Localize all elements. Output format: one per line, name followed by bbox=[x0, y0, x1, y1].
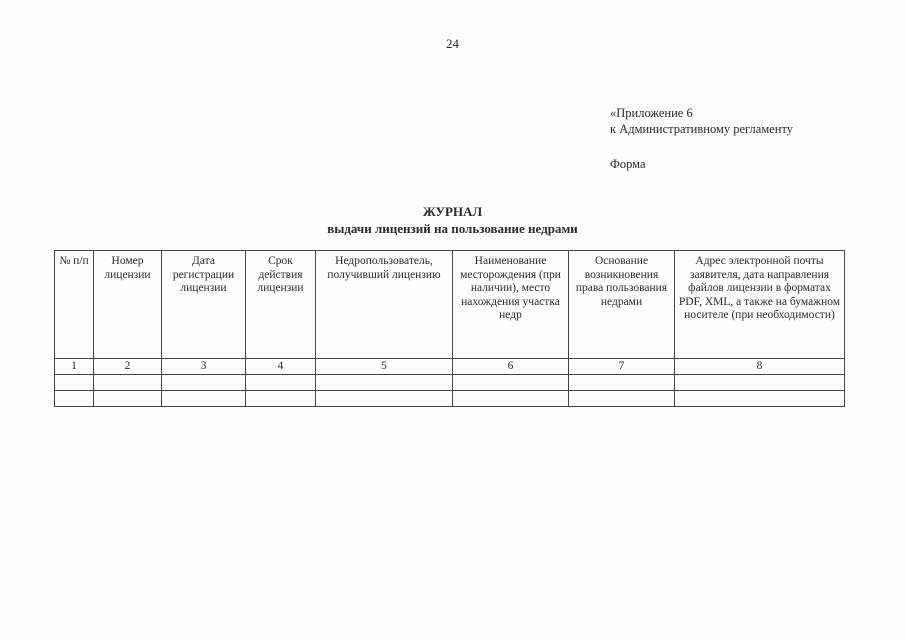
table-cell bbox=[162, 375, 246, 391]
header-cell-email-and-delivery: Адрес электронной почты заявителя, дата направления файлов лицензии в форматах PDF, XML, а также на бумажном носителе (при необходимости) bbox=[675, 251, 845, 359]
header-cell-registration-date: Дата регистрации лицензии bbox=[162, 251, 246, 359]
column-number-row bbox=[55, 359, 845, 375]
journal-table bbox=[54, 250, 845, 407]
table-cell bbox=[569, 375, 675, 391]
table-cell bbox=[94, 391, 162, 407]
table-row bbox=[55, 375, 845, 391]
table-cell bbox=[246, 391, 316, 407]
column-number: 6 bbox=[453, 359, 569, 375]
table-cell bbox=[316, 391, 453, 407]
form-label: Форма bbox=[610, 157, 646, 171]
header-cell-validity-period: Срок действия лицензии bbox=[246, 251, 316, 359]
header-cell-deposit-name: Наименование месторождения (при наличии), место нахождения участка недр bbox=[453, 251, 569, 359]
table-cell bbox=[675, 375, 845, 391]
header-cell-subsoil-user: Недропользователь, получивший лицензию bbox=[316, 251, 453, 359]
page-number: 24 bbox=[446, 36, 459, 51]
column-number: 1 bbox=[55, 359, 94, 375]
table-header-row bbox=[55, 251, 845, 359]
column-number: 2 bbox=[94, 359, 162, 375]
table-cell bbox=[316, 375, 453, 391]
table-cell bbox=[162, 391, 246, 407]
header-cell-license-number: Номер лицензии bbox=[94, 251, 162, 359]
table-cell bbox=[246, 375, 316, 391]
table-cell bbox=[55, 375, 94, 391]
column-number: 4 bbox=[246, 359, 316, 375]
column-number: 3 bbox=[162, 359, 246, 375]
table-row bbox=[55, 391, 845, 407]
table-cell bbox=[55, 391, 94, 407]
table-cell bbox=[453, 391, 569, 407]
table-cell bbox=[675, 391, 845, 407]
table-cell bbox=[569, 391, 675, 407]
header-cell-number: № п/п bbox=[55, 251, 94, 359]
table-cell bbox=[453, 375, 569, 391]
header-cell-right-basis: Основание возникновения права пользования недрами bbox=[569, 251, 675, 359]
table-cell bbox=[94, 375, 162, 391]
column-number: 7 bbox=[569, 359, 675, 375]
appendix-line-1: «Приложение 6 bbox=[610, 106, 693, 120]
column-number: 5 bbox=[316, 359, 453, 375]
column-number: 8 bbox=[675, 359, 845, 375]
appendix-reference bbox=[610, 105, 793, 137]
journal-title: ЖУРНАЛ bbox=[422, 204, 483, 219]
journal-subtitle: выдачи лицензий на пользование недрами bbox=[327, 221, 578, 236]
appendix-line-2: к Административному регламенту bbox=[610, 122, 794, 136]
